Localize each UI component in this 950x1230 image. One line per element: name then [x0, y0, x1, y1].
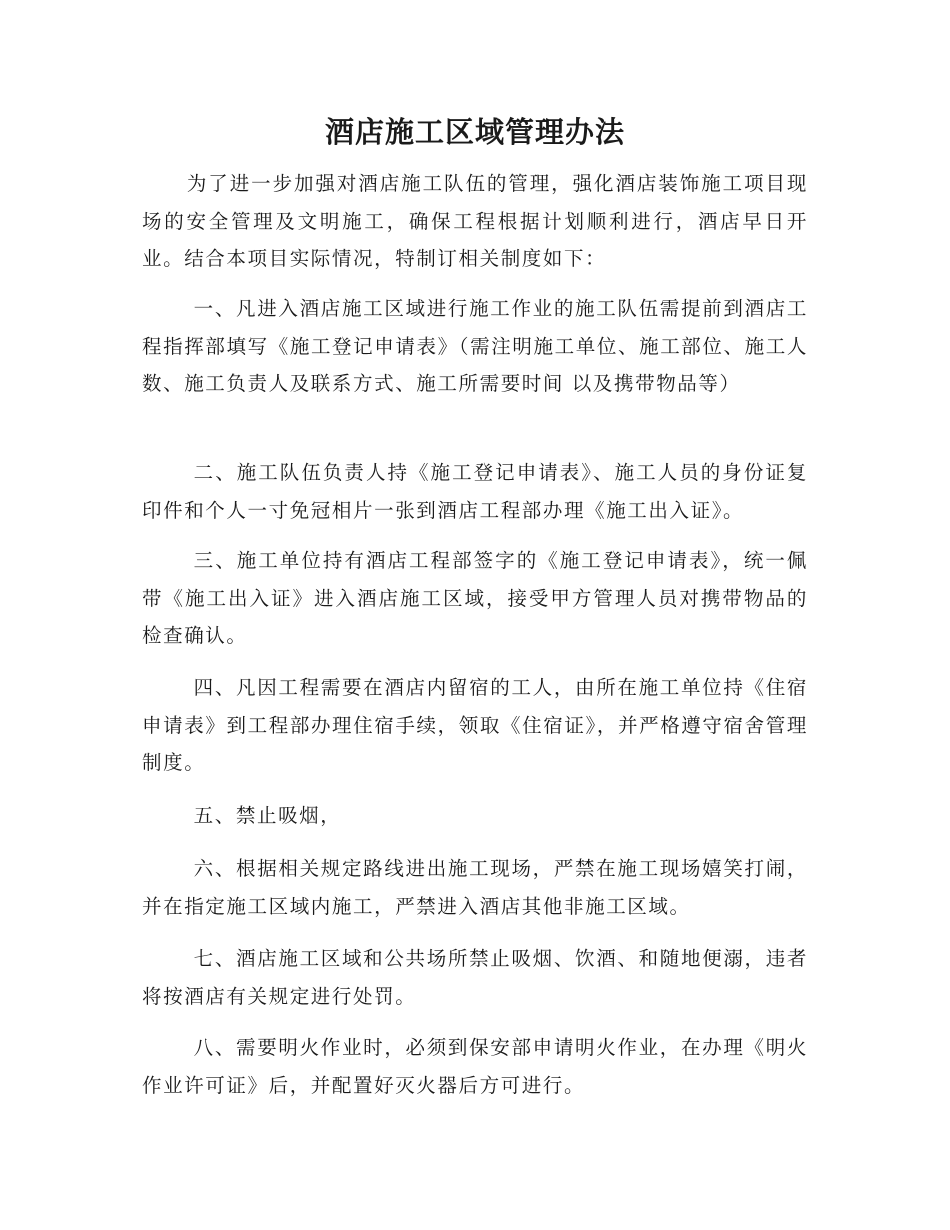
paragraph-intro: 为了进一步加强对酒店施工队伍的管理，强化酒店装饰施工项目现场的安全管理及文明施工，确保工程根据计划顺利进行，酒店早日开业。结合本项目实际情况，特制订相关制度如下： — [142, 172, 808, 270]
document-title: 酒店施工区域管理办法 — [324, 115, 625, 149]
paragraph-rule-5: 五、禁止吸烟， — [193, 804, 342, 827]
paragraph-rule-2: 二、施工队伍负责人持《施工登记申请表》、施工人员的身份证复印件和个人一寸免冠相片一张到酒店工程部办理《施工出入证》。 — [142, 461, 808, 522]
paragraph-rule-4: 四、凡因工程需要在酒店内留宿的工人，由所在施工单位持《住宿申请表》到工程部办理住宿手续，领取《住宿证》，并严格遵守宿舍管理制度。 — [142, 676, 808, 774]
paragraph-rule-6: 六、根据相关规定路线进出施工现场，严禁在施工现场嬉笑打闹，并在指定施工区域内施工，严禁进入酒店其他非施工区域。 — [142, 857, 808, 918]
paragraph-rule-8: 八、需要明火作业时，必须到保安部申请明火作业，在办理《明火作业许可证》后，并配置好灭火器后方可进行。 — [142, 1036, 808, 1097]
paragraph-rule-3: 三、施工单位持有酒店工程部签字的《施工登记申请表》，统一佩带《施工出入证》进入酒店施工区域，接受甲方管理人员对携带物品的检查确认。 — [142, 549, 808, 647]
paragraph-rule-1: 一、凡进入酒店施工区域进行施工作业的施工队伍需提前到酒店工程指挥部填写《施工登记申请表》（需注明施工单位、施工部位、施工人数、施工负责人及联系方式、施工所需要时间 以及携带物品等） — [142, 297, 808, 395]
paragraph-rule-7: 七、酒店施工区域和公共场所禁止吸烟、饮酒、和随地便溺，违者将按酒店有关规定进行处罚。 — [142, 947, 808, 1008]
